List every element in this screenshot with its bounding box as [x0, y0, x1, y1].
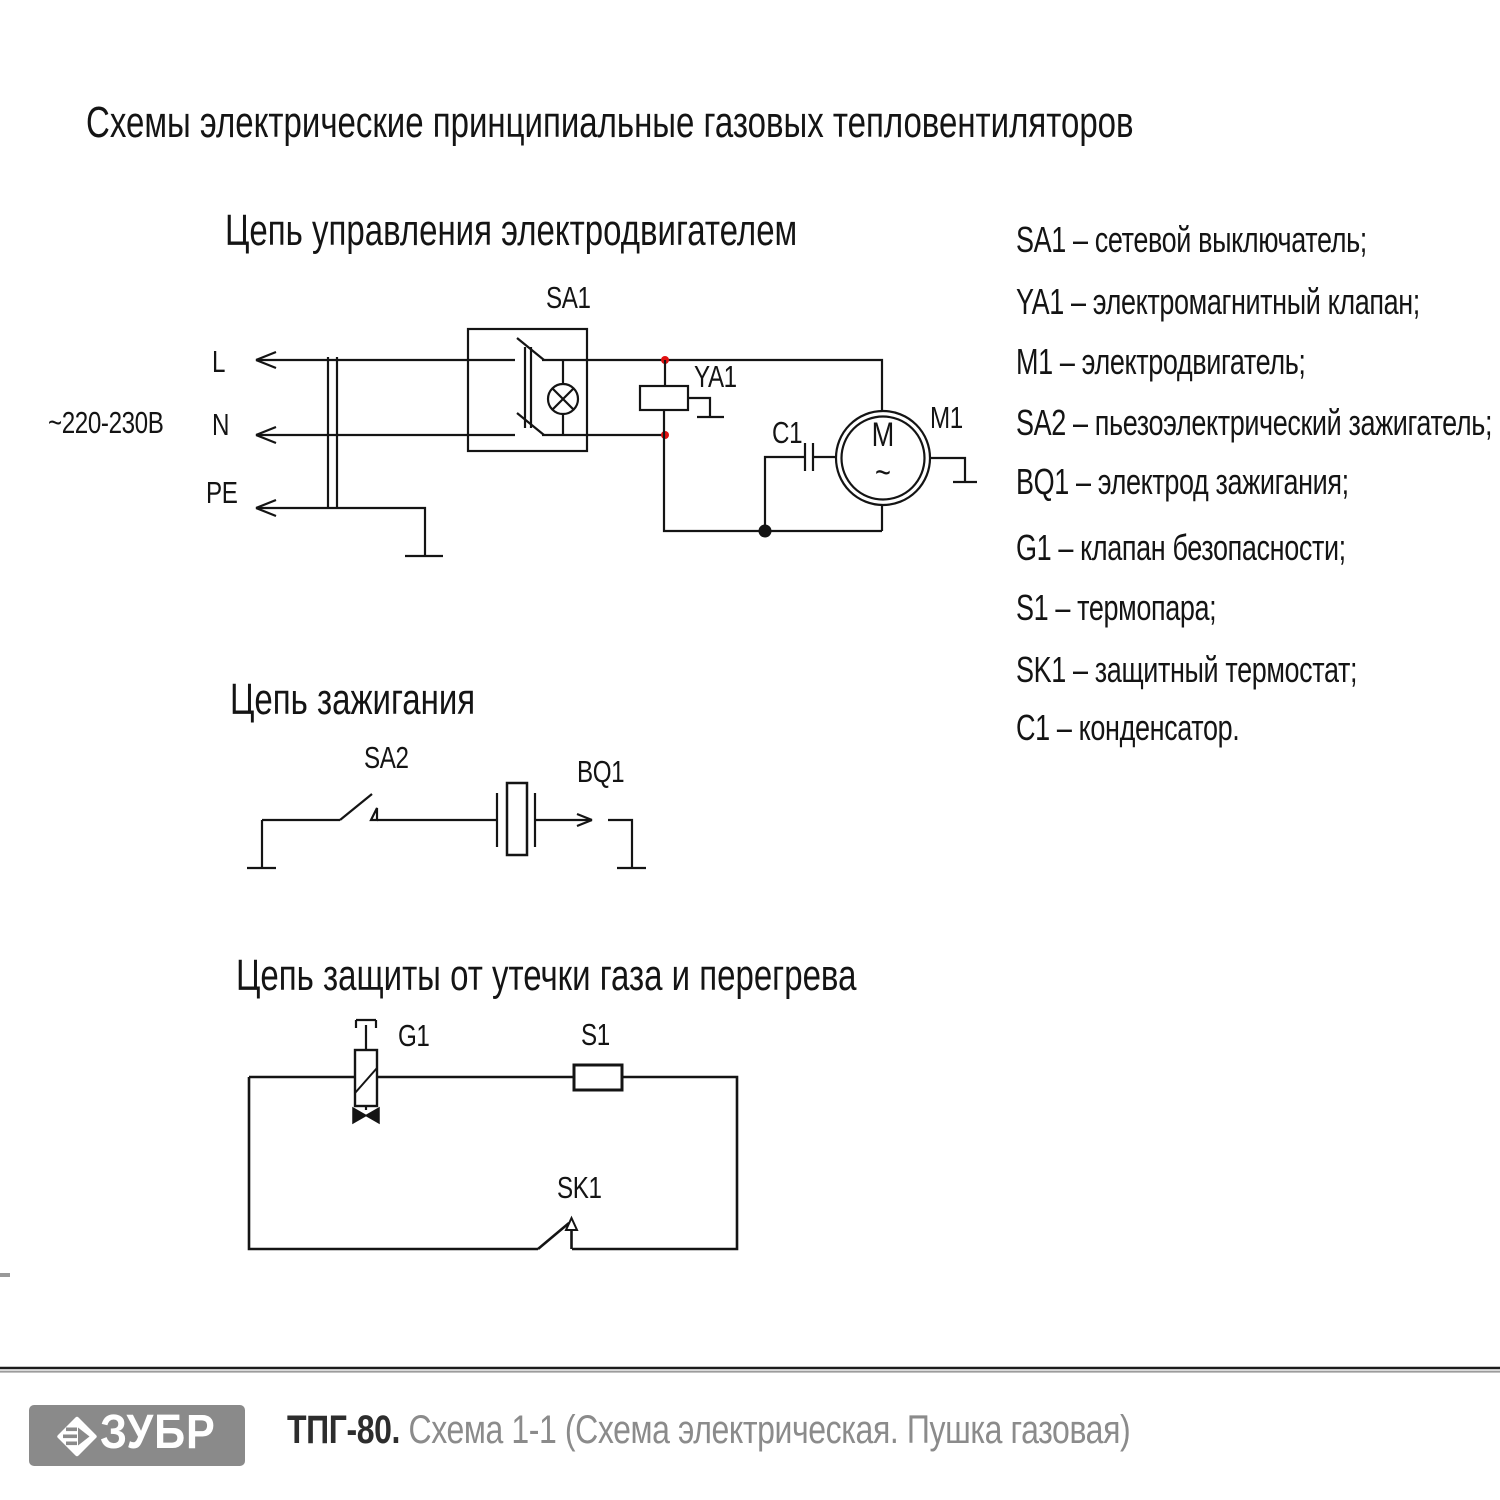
g1-valve-body	[355, 1050, 377, 1106]
s1-thermocouple	[574, 1065, 622, 1090]
ignition-right-ground	[608, 820, 646, 868]
component-label-m1: M1	[930, 400, 963, 435]
sa2-contact	[371, 808, 377, 820]
component-label-ya1: YA1	[694, 359, 737, 394]
footer-caption: Схема 1-1 (Схема электрическая. Пушка газовая)	[408, 1408, 1131, 1452]
cable-mark	[328, 357, 337, 509]
footer-caption-line	[287, 1410, 1130, 1450]
component-label-s1: S1	[581, 1017, 610, 1052]
legend-item-bq1: BQ1 – электрод зажигания;	[1016, 461, 1349, 502]
protection-circuit-drawing	[249, 1017, 737, 1249]
motor-control-circuit-drawing	[256, 329, 977, 556]
protection-loop	[249, 1077, 737, 1249]
ignition-circuit-drawing	[247, 783, 646, 868]
sa1-link-lines	[525, 347, 531, 428]
ignition-left-ground	[247, 820, 276, 868]
circuit3-title: Цепь защиты от утечки газа и перегрева	[236, 951, 857, 1000]
g1-bowtie-left	[353, 1108, 366, 1123]
legend-item-ya1: YA1 – электромагнитный клапан;	[1016, 281, 1420, 322]
component-label-sa2: SA2	[364, 740, 409, 775]
wire-label-pe: PE	[206, 475, 238, 510]
circuit2-title: Цепь зажигания	[230, 675, 476, 724]
ya1-ground	[688, 398, 724, 417]
legend-item-m1: M1 – электродвигатель;	[1016, 341, 1306, 382]
g1-actuator	[356, 1020, 376, 1050]
bq1-element	[507, 783, 527, 855]
component-label-g1: G1	[398, 1018, 430, 1053]
legend-item-sk1: SK1 – защитный термостат;	[1016, 649, 1358, 690]
page-edge-mark	[0, 1273, 10, 1277]
sa2-blade	[340, 794, 372, 820]
legend-item-sa2: SA2 – пьезоэлектрический зажигатель;	[1016, 402, 1493, 443]
legend-item-s1: S1 – термопара;	[1016, 587, 1217, 628]
zubr-brand-text: ЗУБР	[100, 1406, 216, 1459]
c1-branch	[765, 443, 836, 531]
legend-item-g1: G1 – клапан безопасности;	[1016, 527, 1346, 568]
voltage-label: ~220-230В	[48, 405, 164, 440]
wire-label-n: N	[212, 407, 230, 442]
component-label-c1: C1	[772, 415, 803, 450]
circuit1-title: Цепь управления электродвигателем	[225, 206, 798, 255]
motor-letter: М	[871, 416, 895, 454]
motor-sine-mark: ~	[875, 454, 891, 492]
component-label-bq1: BQ1	[577, 754, 625, 789]
sk1-contact	[566, 1218, 577, 1230]
page-title: Схемы электрические принципиальные газовых тепловентиляторов	[86, 98, 1134, 147]
legend-item-c1: C1 – конденсатор.	[1016, 707, 1240, 748]
sk1-blade	[538, 1223, 569, 1249]
wire-label-l: L	[212, 344, 226, 379]
ya1-coil	[640, 386, 688, 410]
g1-bowtie-right	[366, 1108, 379, 1123]
component-label-sa1: SA1	[546, 280, 591, 315]
wire-pe	[256, 508, 443, 556]
motor-right-ground	[930, 458, 977, 482]
component-label-sk1: SK1	[557, 1170, 602, 1205]
legend-item-sa1: SA1 – сетевой выключатель;	[1016, 219, 1367, 260]
footer-model: ТПГ-80.	[287, 1408, 401, 1452]
